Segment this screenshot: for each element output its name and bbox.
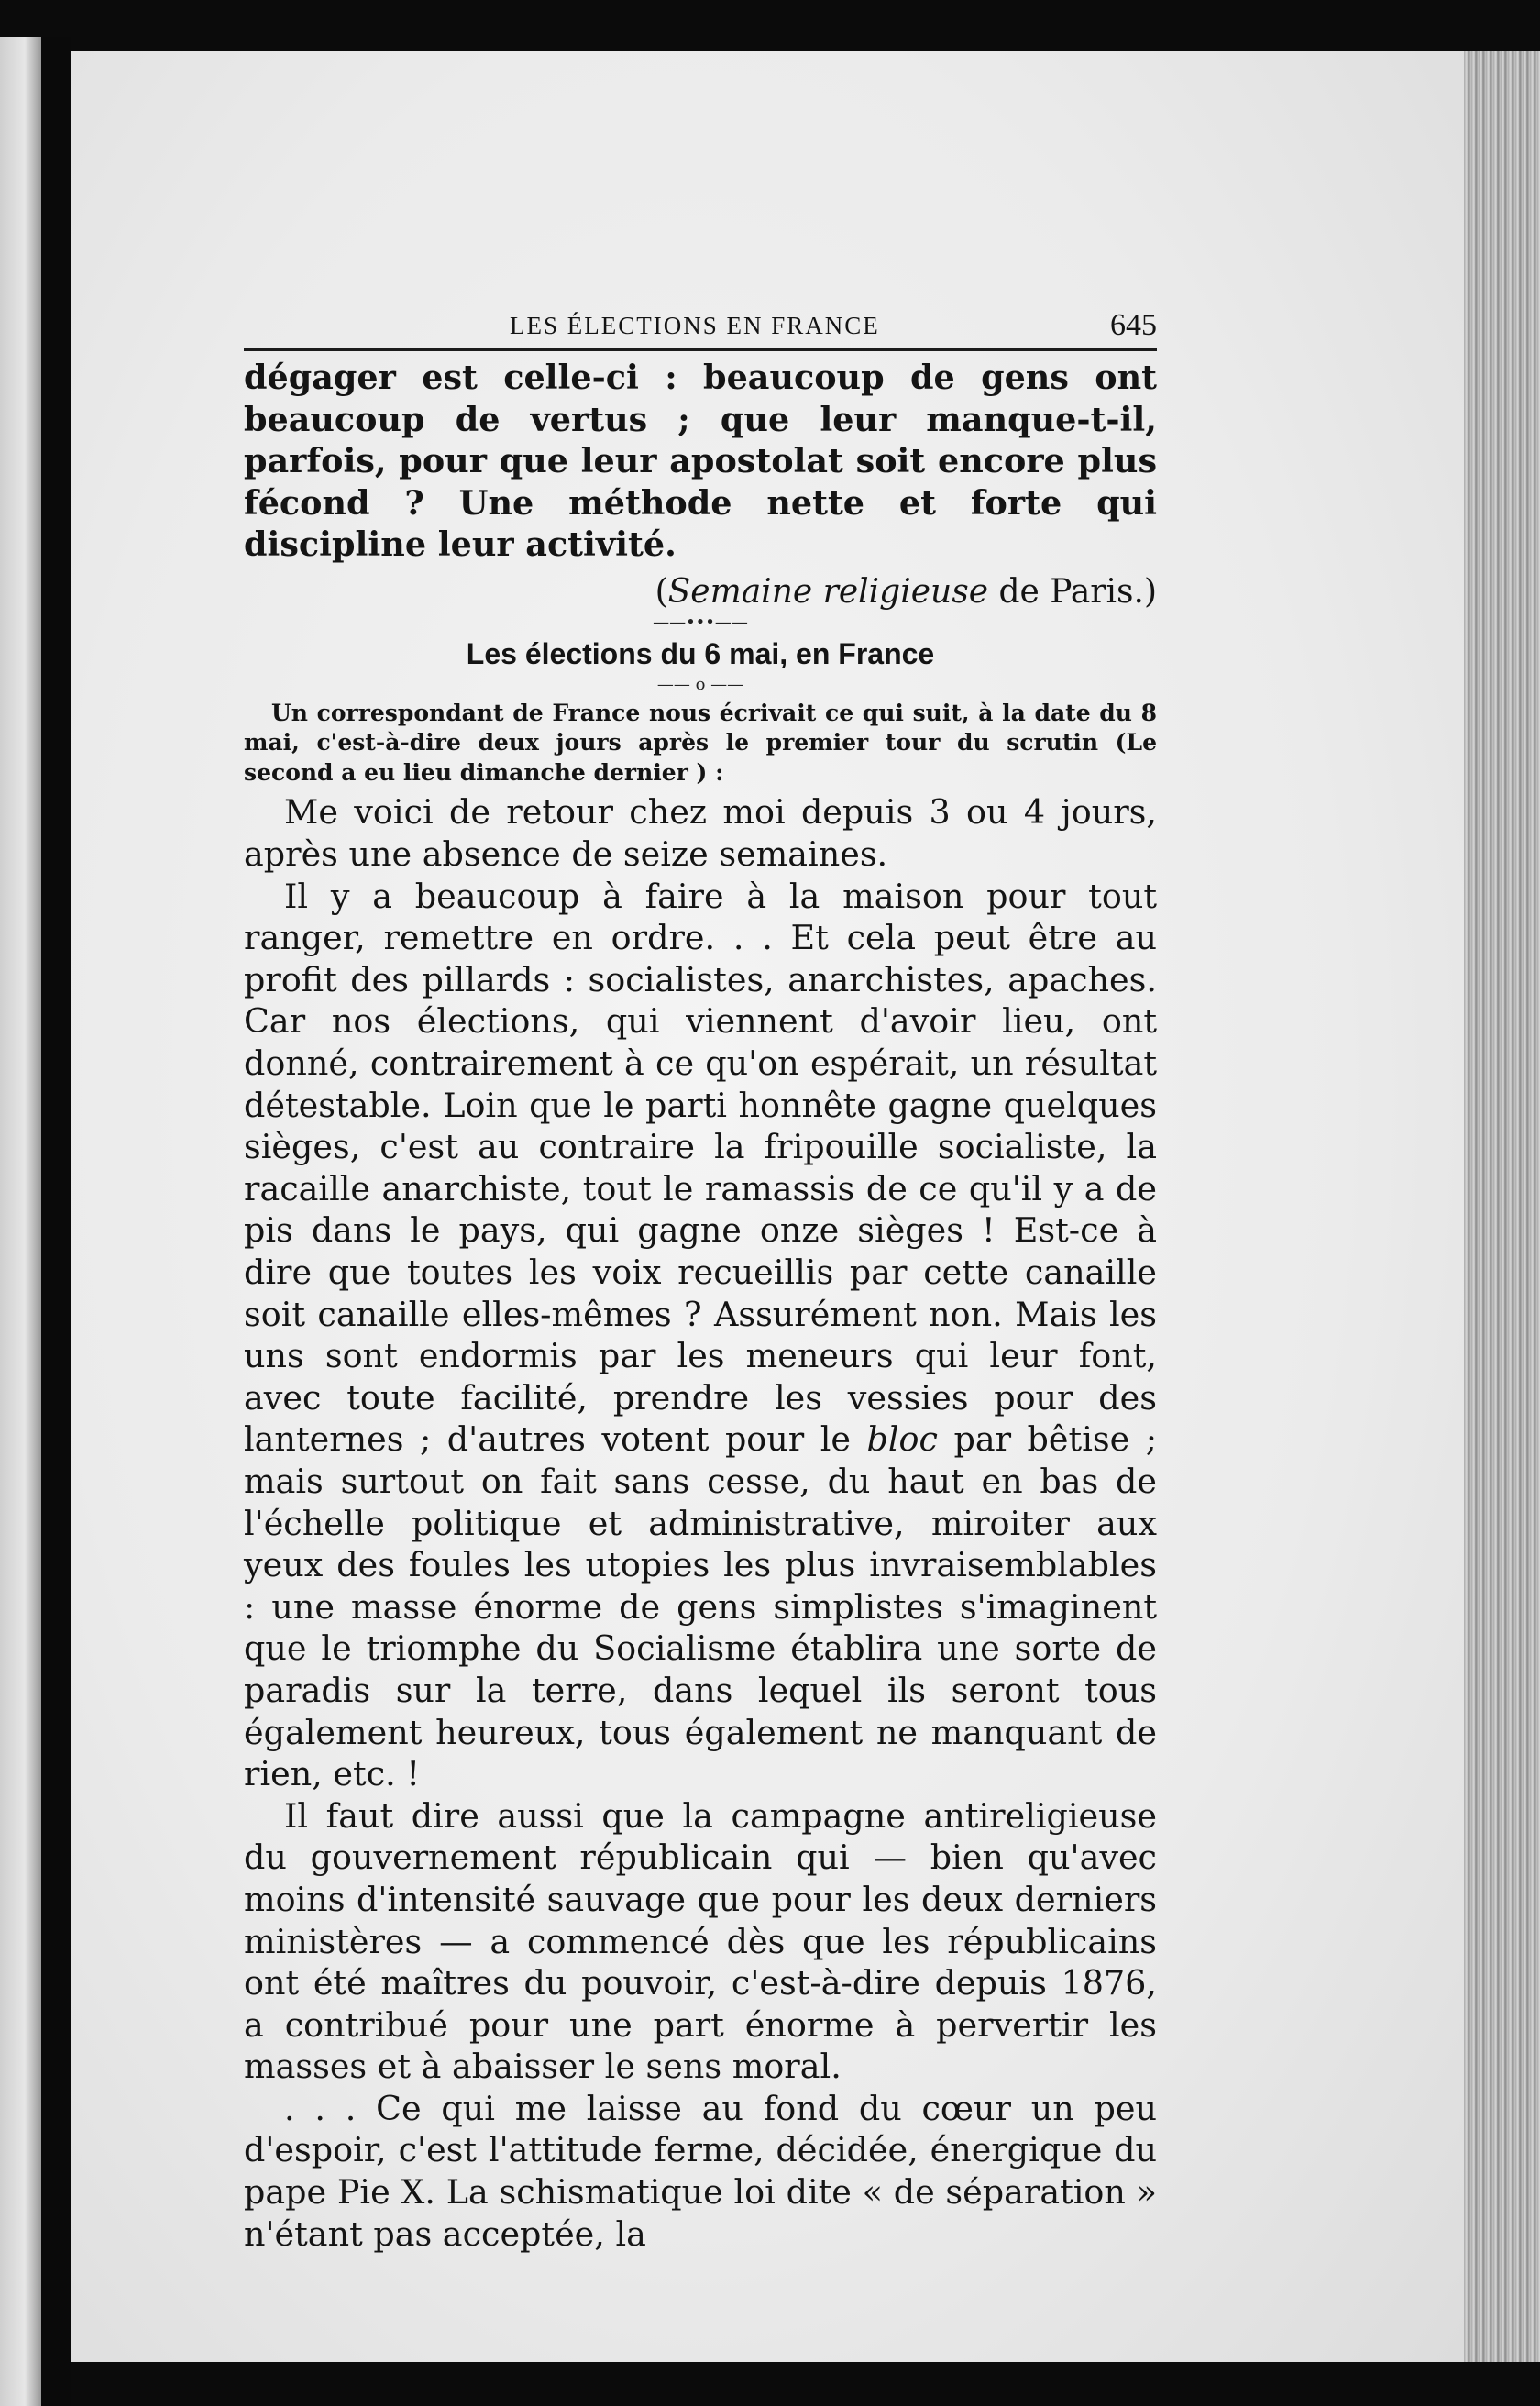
intro-paragraph: Un correspondant de France nous écrivait ce qui suit, à la date du 8 mai, c'est-à-dire deux jours après le premier tour du scrutin (Le second a eu lieu dimanche dernier ) : (244, 699, 1157, 786)
article-title: Les élections du 6 mai, en France (466, 636, 935, 670)
left-page-edge (0, 37, 41, 2406)
running-head: LES ÉLECTIONS EN FRANCE (510, 312, 880, 339)
page-stack-edge (1464, 51, 1540, 2362)
body-paragraph-1: Me voici de retour chez moi depuis 3 ou 4 jours, après une absence de seize semaines. (244, 792, 1157, 875)
source-open: ( (654, 572, 668, 611)
source-citation (244, 571, 1157, 613)
source-publication: Semaine religieuse (667, 572, 988, 611)
separator-circle: —— o —— (656, 674, 744, 694)
body-paragraph-2 (244, 876, 1157, 1795)
page-number: 645 (1110, 308, 1157, 342)
body-paragraph-3: Il faut dire aussi que la campagne antireligieuse du gouvernement républicain qui — bien qu'avec moins d'intensité sauvage que pour les deux derniers ministères — a commencé dès que les républicains ont été maîtres du pouvoir, c'est-à-dire depuis 1876, a contribué pour une part énorme à pervertir les masses et à abaisser le sens moral. (244, 1795, 1157, 2087)
body-paragraph-2-italic: bloc (866, 1419, 938, 1460)
source-place: de Paris.) (988, 572, 1157, 611)
top-paragraph: dégager est celle-ci : beaucoup de gens ont beaucoup de vertus ; que leur manque-t-il, parfois, pour que leur apostolat soit encore plus fécond ? Une méthode nette et forte qui discipline leur activité. (244, 358, 1157, 565)
body-paragraph-4: . . . Ce qui me laisse au fond du cœur un peu d'espoir, c'est l'attitude ferme, décidée, énergique du pape Pie X. La schismatique loi dite « de séparation » n'étant pas acceptée, la (244, 2088, 1157, 2254)
body-paragraph-2-a: Il y a beaucoup à faire à la maison pour tout ranger, remettre en ordre. . . Et cela peut être au profit des pillards : socialistes, anarchistes, apaches. Car nos élections, qui viennent d'avoir lieu, ont donné, contrairement à ce qu'on espérait, un résultat détestable. Loin que le parti honnête gagne quelques sièges, c'est au contraire la fripouille socialiste, la racaille anarchiste, tout le ramassis de ce qu'il y a de pis dans le pays, qui gagne onze sièges ! Est-ce à dire que toutes les voix recueillis par cette canaille soit canaille elles-mêmes ? Assurément non. Mais les uns sont endormis par les meneurs qui leur font, avec toute facilité, prendre les vessies pour des lanternes ; d'autres votent pour le (244, 876, 1157, 1460)
separator-ornament: ——•••—— (653, 612, 748, 632)
body-paragraph-2-b: par bêtise ; mais surtout on fait sans cesse, du haut en bas de l'échelle politique et administrative, miroiter aux yeux des foules les utopies les plus invraisemblables : une masse énorme de gens simplistes s'imaginent que le triomphe du Socialisme établira une sorte de paradis sur la terre, dans lequel ils seront tous également heureux, tous également ne manquant de rien, etc. ! (244, 1419, 1157, 1794)
page-header (244, 308, 1157, 351)
page-content (244, 308, 1157, 2255)
book-spine-shadow (41, 37, 71, 2406)
